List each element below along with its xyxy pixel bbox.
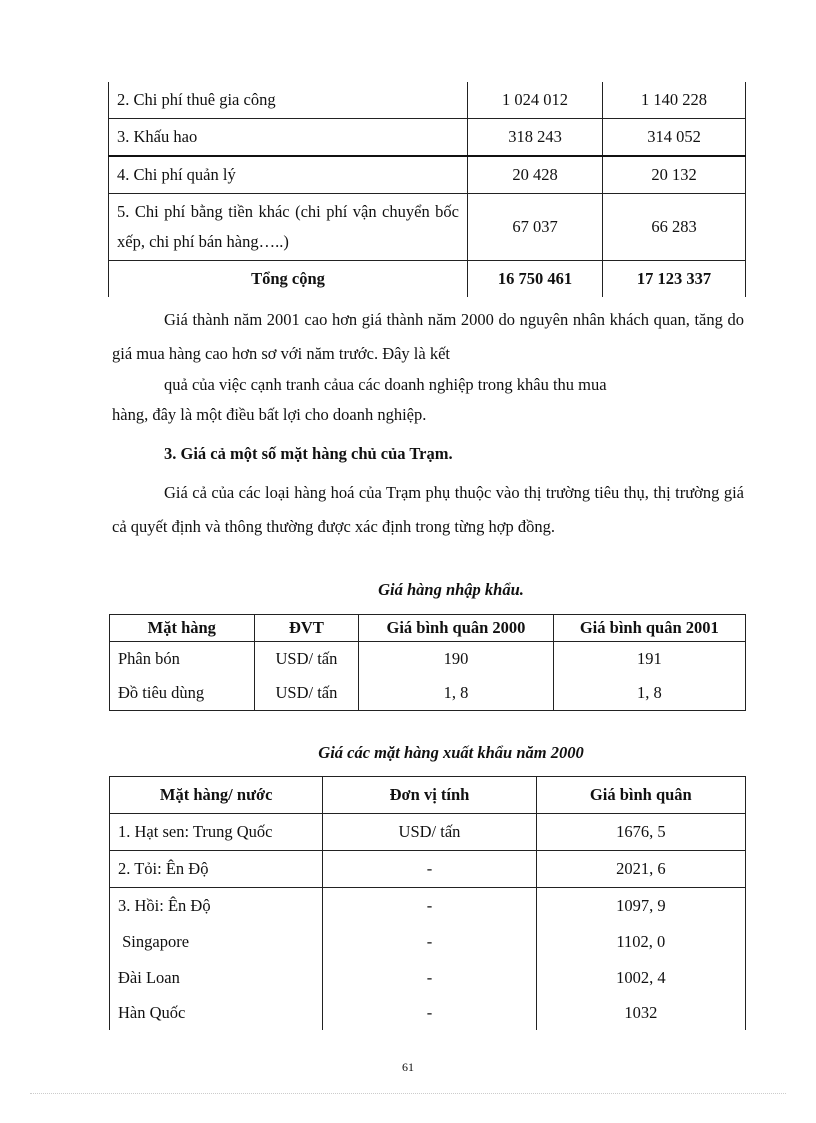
table-row (109, 82, 746, 119)
paragraph-line: quả của việc cạnh tranh cảua các doanh nghiệp trong khâu thu mua (164, 375, 607, 394)
section-heading: 3. Giá cả một số mặt hàng chủ của Trạm. (164, 444, 453, 463)
avg-price: 1032 (536, 996, 745, 1030)
unit: - (323, 851, 536, 888)
avg-price: 1002, 4 (536, 960, 745, 996)
export-price-table (109, 776, 746, 1030)
table-header-row (110, 615, 746, 642)
paragraph-line: hàng, đây là một điều bất lợi cho doanh nghiệp. (112, 405, 427, 424)
avg-price: 1097, 9 (536, 888, 745, 925)
table-row (110, 676, 746, 711)
footer-divider (30, 1093, 786, 1094)
column-header: ĐVT (254, 615, 359, 642)
avg-price: 1676, 5 (536, 814, 745, 851)
table-row (110, 924, 746, 960)
item-name: Đồ tiêu dùng (110, 676, 255, 711)
import-price-table (109, 614, 746, 711)
column-header: Đơn vị tính (323, 777, 536, 814)
import-table-caption: Giá hàng nhập khẩu. (378, 580, 524, 599)
unit: - (323, 996, 536, 1030)
column-header: Giá bình quân (536, 777, 745, 814)
cost-table (108, 82, 746, 297)
total-row (109, 261, 746, 298)
column-header: Giá bình quân 2000 (359, 615, 553, 642)
item-country: 1. Hạt sen: Trung Quốc (110, 814, 323, 851)
item-country: Đài Loan (110, 960, 323, 996)
table-row (109, 194, 746, 261)
item-country: 2. Tỏi: Ên Độ (110, 851, 323, 888)
cost-value-2000: 20 428 (468, 156, 603, 194)
table-row (110, 814, 746, 851)
unit: USD/ tấn (254, 676, 359, 711)
price-2000: 190 (359, 642, 553, 677)
total-value-2001: 17 123 337 (603, 261, 746, 298)
paragraph-pricing: Giá cả của các loại hàng hoá của Trạm phụ thuộc vào thị trường tiêu thụ, thị trường giá cả quyết định và thông thường được xác định trong từng hợp đồng. (112, 483, 744, 536)
avg-price: 1102, 0 (536, 924, 745, 960)
cost-value-2001: 314 052 (603, 119, 746, 157)
unit: USD/ tấn (323, 814, 536, 851)
unit: - (323, 888, 536, 925)
total-label: Tổng cộng (109, 261, 468, 298)
cost-label: 2. Chi phí thuê gia công (109, 82, 468, 119)
cost-value-2001: 20 132 (603, 156, 746, 194)
table-row (110, 996, 746, 1030)
cost-value-2000: 318 243 (468, 119, 603, 157)
total-value-2000: 16 750 461 (468, 261, 603, 298)
cost-value-2001: 66 283 (603, 194, 746, 261)
cost-label: 4. Chi phí quản lý (109, 156, 468, 194)
export-table-caption: Giá các mặt hàng xuất khẩu năm 2000 (318, 743, 584, 762)
column-header: Mặt hàng (110, 615, 255, 642)
page-number: 61 (402, 1060, 414, 1074)
item-country: 3. Hồi: Ên Độ (110, 888, 323, 925)
table-row (110, 888, 746, 925)
unit: - (323, 960, 536, 996)
table-row (110, 960, 746, 996)
price-2001: 191 (553, 642, 745, 677)
item-country: Singapore (110, 924, 323, 960)
avg-price: 2021, 6 (536, 851, 745, 888)
table-row (109, 119, 746, 157)
table-row (109, 156, 746, 194)
cost-label: 5. Chi phí bằng tiền khác (chi phí vận chuyển bốc xếp, chi phí bán hàng…..) (109, 194, 468, 261)
cost-value-2001: 1 140 228 (603, 82, 746, 119)
table-row (110, 642, 746, 677)
item-country: Hàn Quốc (110, 996, 323, 1030)
cost-value-2000: 67 037 (468, 194, 603, 261)
paragraph-cost-explanation: Giá thành năm 2001 cao hơn giá thành năm 2000 do nguyên nhân khách quan, tăng do giá mua hàng cao hơn sơ với năm trước. Đây là kết (112, 310, 744, 363)
price-2000: 1, 8 (359, 676, 553, 711)
item-name: Phân bón (110, 642, 255, 677)
cost-value-2000: 1 024 012 (468, 82, 603, 119)
price-2001: 1, 8 (553, 676, 745, 711)
cost-label: 3. Khấu hao (109, 119, 468, 157)
column-header: Mặt hàng/ nước (110, 777, 323, 814)
table-header-row (110, 777, 746, 814)
unit: USD/ tấn (254, 642, 359, 677)
column-header: Giá bình quân 2001 (553, 615, 745, 642)
unit: - (323, 924, 536, 960)
table-row (110, 851, 746, 888)
